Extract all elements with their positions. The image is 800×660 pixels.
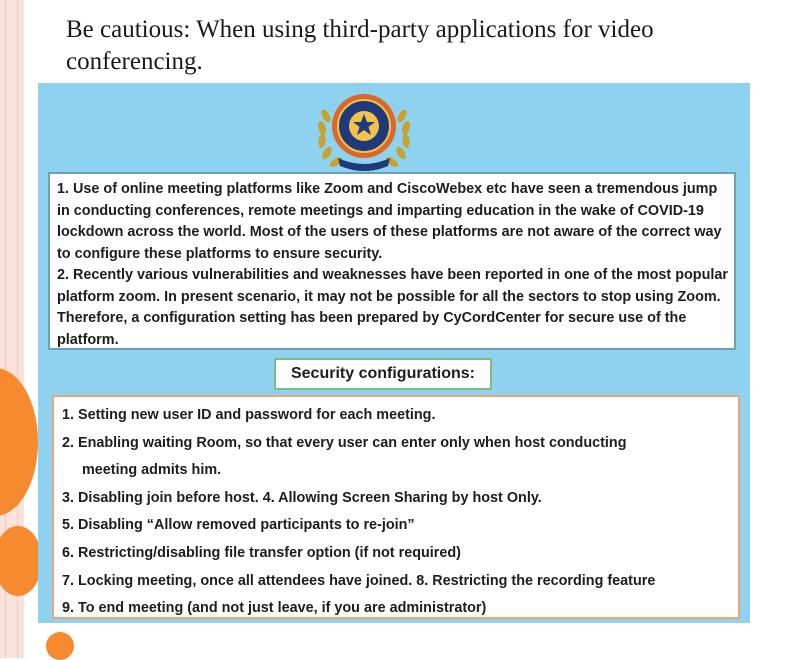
intro-paragraph-1: 1. Use of online meeting platforms like Zoom and CiscoWebex etc have seen a tremendous jump in conducting conferences, remote meetings and imparting education in the wake of COVID-19 lockdown across the world. Most of the users of these platforms are not aware of the correct way to configure these platforms to ensure security. bbox=[57, 181, 722, 262]
list-item: 9. To end meeting (and not just leave, if you are administrator) bbox=[62, 600, 487, 617]
intro-paragraph-2: 2. Recently various vulnerabilities and weaknesses have been reported in one of the most popular platform zoom. In present scenario, it may not be possible for all the sectors to stop using Zoom. Therefore, a configuration setting has been prepared by CyCordCenter for secure use of the platform. bbox=[57, 267, 728, 348]
list-item: 2. Enabling waiting Room, so that every user can enter only when host conducting bbox=[62, 434, 627, 451]
security-configurations-list bbox=[52, 395, 740, 619]
list-item: 3. Disabling join before host. 4. Allowing Screen Sharing by host Only. bbox=[62, 489, 542, 506]
list-item: 6. Restricting/disabling file transfer option (if not required) bbox=[62, 544, 461, 561]
list-item: 1. Setting new user ID and password for each meeting. bbox=[62, 407, 436, 423]
list-item: 5. Disabling “Allow removed participants to re-join” bbox=[62, 517, 415, 534]
orange-circle-decoration bbox=[46, 632, 74, 660]
security-configurations-heading: Security configurations: bbox=[274, 358, 492, 390]
list-item: 7. Locking meeting, once all attendees have joined. 8. Restricting the recording feature bbox=[62, 572, 656, 589]
orange-circle-decoration bbox=[0, 368, 38, 516]
orange-circle-decoration bbox=[0, 526, 42, 596]
intro-text-box bbox=[48, 172, 736, 350]
list-item: meeting admits him. bbox=[82, 462, 222, 479]
slide-title: Be cautious: When using third-party applications for video conferencing. bbox=[66, 16, 654, 75]
police-emblem-icon bbox=[312, 86, 416, 174]
